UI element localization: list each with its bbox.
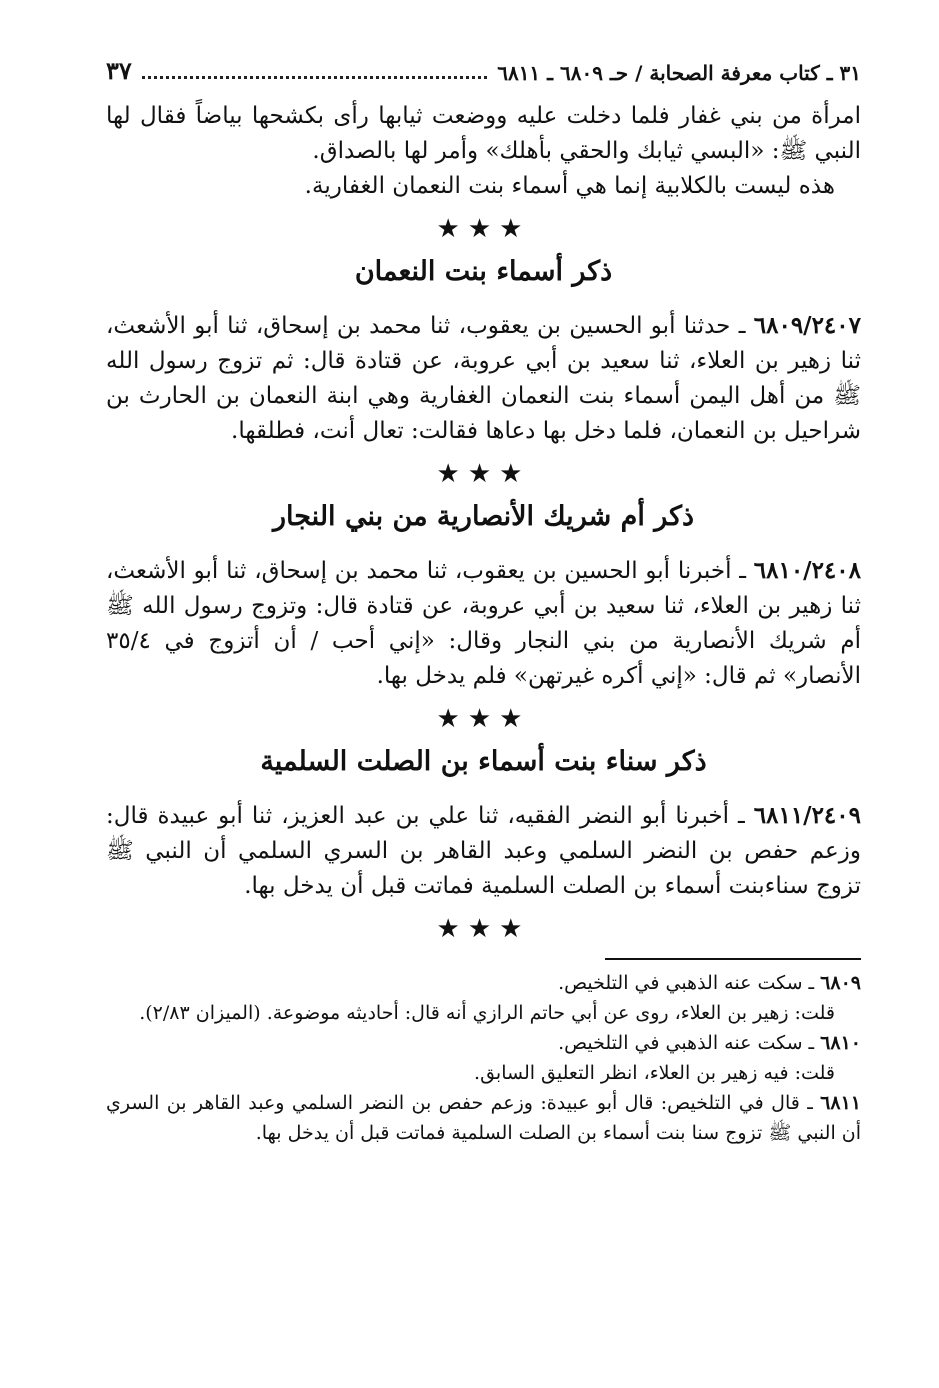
hadith-number: ٦٨١١/٢٤٠٩ [753,802,861,829]
footnote-comment: قلت: فيه زهير بن العلاء، انظر التعليق السابق. [474,1062,835,1084]
hadith-number: ٦٨٠٩/٢٤٠٧ [753,312,861,339]
running-header [106,56,861,85]
page-number: ٣٧ [106,56,132,85]
section-heading-sana: ذكر سناء بنت أسماء بن الصلت السلمية [260,746,707,777]
footnotes [106,958,861,1148]
hadith-text: ـ أخبرنا أبو الحسين بن يعقوب، ثنا محمد بن إسحاق، ثنا أبو الأشعث، ثنا زهير بن العلاء، ثنا سعيد بن أبي عروبة، عن قتادة قال: وتزوج رسول الله ﷺ أم شريك الأنصارية من بني النجار وقال: «إني أحب / أن أتزوج في ٣٥/٤ الأنصار» ثم قال: «إني أكره غيرتهن» فلم يدخل بها. [106,558,861,689]
footnote-item [106,968,861,998]
note-paragraph: هذه ليست بالكلابية إنما هي أسماء بنت النعمان الغفارية. [304,173,835,199]
footnote-item [106,1028,861,1058]
section-divider-stars: ★★★ [436,214,531,244]
footnote-rule [605,958,861,960]
footnote-text: ـ سكت عنه الذهبي في التلخيص. [558,972,821,994]
section-heading-umm-sharik: ذكر أم شريك الأنصارية من بني النجار [272,501,695,532]
hadith-text: ـ حدثنا أبو الحسين بن يعقوب، ثنا محمد بن إسحاق، ثنا أبو الأشعث، ثنا زهير بن العلاء، ثنا سعيد بن أبي عروبة، عن قتادة قال: ثم تزوج رسول الله ﷺ من أهل اليمن أسماء بنت النعمان الغفارية وهي ابنة النعمان بن الحارث بن شراحيل بن النعمان، فلما دخل بها دعاها فقالت: تعال أنت، فطلقها. [106,313,861,444]
hadith-paragraph [106,553,861,694]
section-divider-stars: ★★★ [436,914,531,944]
footnote-number: ٦٨١١ [820,1092,861,1114]
hadith-number: ٦٨١٠/٢٤٠٨ [753,557,861,584]
intro-paragraph: امرأة من بني غفار فلما دخلت عليه ووضعت ثيابها رأى بكشحها بياضاً فقال لها النبي ﷺ: «البسي ثيابك والحقي بأهلك» وأمر لها بالصداق. [106,103,861,164]
footnote-number: ٦٨٠٩ [820,972,861,994]
footnote-number: ٦٨١٠ [820,1032,861,1054]
footnote-text: ـ قال في التلخيص: قال أبو عبيدة: وزعم حفص بن النضر السلمي وعبد القاهر بن السري أن النبي ﷺ تزوج سنا بنت أسماء بن الصلت السلمية فماتت قبل أن يدخل بها. [106,1092,861,1144]
footnote-item [106,1088,861,1148]
footnote-text: ـ سكت عنه الذهبي في التلخيص. [558,1032,821,1054]
section-divider-stars: ★★★ [436,459,531,489]
section-divider-stars: ★★★ [436,704,531,734]
footnote-comment: قلت: زهير بن العلاء، روى عن أبي حاتم الرازي أنه قال: أحاديثه موضوعة. (الميزان ٢/٨٣). [139,1002,835,1024]
section-heading-asma: ذكر أسماء بنت النعمان [354,256,613,287]
header-dot-leader [142,75,487,79]
hadith-paragraph [106,308,861,449]
hadith-text: ـ أخبرنا أبو النضر الفقيه، ثنا علي بن عبد العزيز، ثنا أبو عبيدة قال: وزعم حفص بن النضر السلمي وعبد القاهر بن السري السلمي أن النبي ﷺ تزوج سناءبنت أسماء بن الصلت السلمية فماتت قبل أن يدخل بها. [106,803,861,899]
hadith-paragraph [106,798,861,904]
running-title: ٣١ ـ كتاب معرفة الصحابة / حـ ٦٨٠٩ ـ ٦٨١١ [497,61,861,85]
